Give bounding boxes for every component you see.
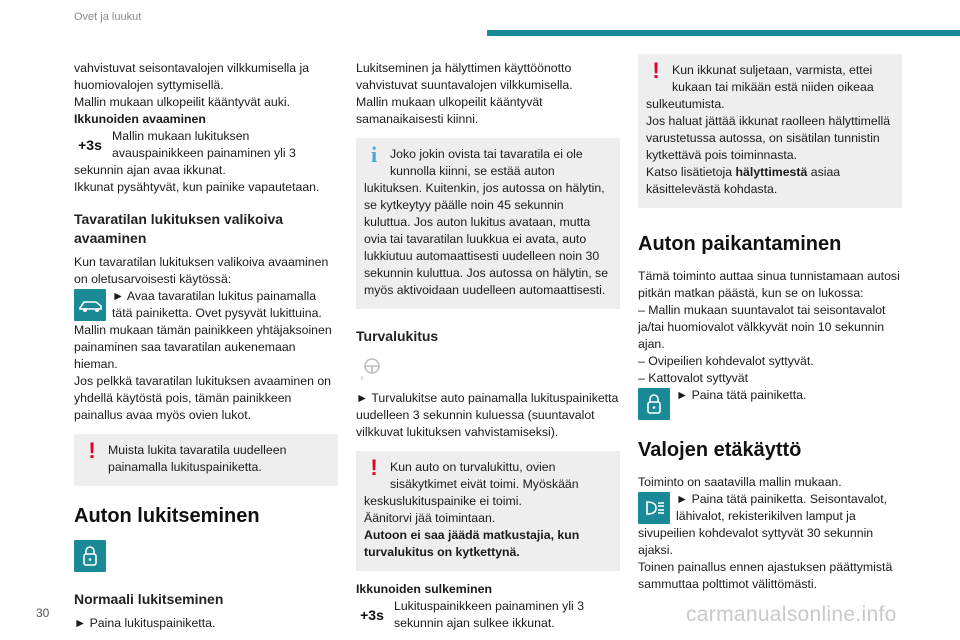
column-3: [638, 60, 902, 593]
paragraph: ► Paina tätä painiketta. Seisontavalot, lähivalot, rekisterikilven lamput ja sivupeilien kohdevalot syttyvät 30 sekunnin ajaksi.: [638, 492, 888, 557]
warning-text: Jos haluat jättää ikkunat raolleen hälyttimellä varustetussa autossa, on sisätilan tunnistin kytkettävä pois toiminnasta.: [646, 114, 891, 162]
paragraph: Mallin mukaan ulkopeilit kääntyvät samanaikaisesti kiinni.: [356, 95, 543, 126]
heading-locate-vehicle: Auton paikantaminen: [638, 233, 842, 255]
paragraph: vahvistuvat seisontavalojen vilkkumisella ja huomiovalojen syttymisellä.: [74, 61, 310, 92]
column-2: [356, 60, 620, 632]
paragraph: ► Avaa tavaratilan lukitus painamalla tätä painiketta. Ovet pysyvät lukittuina.: [112, 289, 322, 320]
subheading-close-windows: Ikkunoiden sulkeminen: [356, 582, 492, 596]
trunk-icon: [74, 289, 106, 321]
open-windows-row: [74, 128, 338, 179]
paragraph: Ikkunat pysähtyvät, kun painike vapautetaan.: [74, 180, 320, 194]
paragraph: Toiminto on saatavilla mallin mukaan.: [638, 475, 842, 489]
list-item: – Mallin mukaan suuntavalot tai seisontavalot ja/tai huomiovalot välkkyvät noin 10 sekunnin ajan.: [638, 303, 886, 351]
secure-lock-icon: [356, 352, 388, 384]
subheading-open-windows: Ikkunoiden avaaminen: [74, 112, 206, 126]
heading-deadlocking: Turvalukitus: [356, 328, 439, 344]
list-item: – Kattovalot syttyvät: [638, 371, 749, 385]
heading-locking: Auton lukitseminen: [74, 505, 260, 527]
warning-text: Muista lukita tavaratila uudelleen painamalla lukituspainiketta.: [108, 443, 287, 474]
locate-row: [638, 387, 902, 420]
warning-note: [356, 451, 620, 571]
warning-text: Äänitorvi jää toimintaan.: [364, 511, 496, 525]
lock-icon: [74, 540, 106, 572]
close-windows-row: [356, 598, 620, 632]
heading-normal-locking: Normaali lukitseminen: [74, 591, 224, 607]
trunk-row: [74, 288, 338, 322]
paragraph: Toinen painallus ennen ajastuksen päättymistä sammuttaa polttimot välittömästi.: [638, 560, 893, 591]
paragraph: Lukitseminen ja hälyttimen käyttöönotto vahvistuvat suuntavalojen vilkkumisella.: [356, 61, 573, 92]
list-item: – Ovipeilien kohdevalot syttyvät.: [638, 354, 814, 368]
headlight-icon: [638, 492, 670, 524]
warning-note: [74, 434, 338, 486]
watermark: carmanualsonline.info: [686, 603, 897, 626]
paragraph: ► Turvalukitse auto painamalla lukituspainiketta uudelleen 3 sekunnin kuluessa (suuntavalot vilkkuvat lukituksen vahvistamiseksi).: [356, 391, 619, 439]
paragraph: Lukituspainikkeen painaminen yli 3 sekunnin ajan sulkee ikkunat.: [394, 599, 585, 630]
warning-text: Autoon ei saa jäädä matkustajia, kun turvalukitus on kytkettynä.: [364, 528, 580, 559]
warning-text: Kun ikkunat suljetaan, varmista, ettei kukaan tai mikään estä niiden oikeaa sulkeutumista.: [646, 63, 874, 111]
paragraph: Kun tavaratilan lukituksen valikoiva avaaminen on oletusarvoisesti käytössä:: [74, 255, 329, 286]
paragraph: ► Paina tätä painiketta.: [676, 388, 807, 402]
lock-icon: [638, 388, 670, 420]
heading-trunk-selective-unlock: Tavaratilan lukituksen valikoiva avaaminen: [74, 211, 284, 246]
header-accent-bar: [487, 30, 960, 36]
page-number: 30: [36, 606, 50, 620]
column-1: [74, 60, 338, 632]
plus-3s-icon: [74, 129, 106, 161]
info-text: Joko jokin ovista tai tavaratila ei ole kunnolla kiinni, se estää auton lukituksen. Kuitenkin, jos autossa on hälytin, se kytkeytyy päälle noin 45 sekunnin kuluttua. Jos auton lukitus avataan, mutta ovia tai tavaratilan luukkua ei avata, auto lukkiutuu automaattisesti uudelleen noin 30 sekunnin kuluttua. Jos autossa on hälytin, se myös aktivoidaan uudelleen automaattisesti.: [364, 147, 609, 297]
warning-icon: !: [370, 455, 378, 480]
paragraph: Mallin mukaan ulkopeilit kääntyvät auki.: [74, 95, 290, 109]
paragraph: Mallin mukaan lukituksen avauspainikkeen painaminen yli 3 sekunnin ajan avaa ikkunat.: [74, 129, 296, 177]
info-icon: i: [370, 142, 378, 167]
warning-note: [638, 54, 902, 208]
warning-icon: !: [88, 438, 96, 463]
warning-icon: !: [652, 58, 660, 83]
warning-text: Katso lisätietoja hälyttimestä asiaa käsittelevästä kohdasta.: [646, 165, 841, 196]
plus-3s-icon: [356, 599, 388, 631]
paragraph: Mallin mukaan tämän painikkeen yhtäjaksoinen painaminen saa tavaratilan aukenemaan hieman.: [74, 323, 332, 371]
warning-text: Kun auto on turvalukittu, ovien sisäkytkimet eivät toimi. Myöskään keskuslukituspainike ei toimi.: [364, 460, 579, 508]
paragraph: Jos pelkkä tavaratilan lukituksen avaaminen on yhdellä käytöstä pois, tämän painikkeen painallus avaa myös ovien lukot.: [74, 374, 332, 422]
heading-remote-lighting: Valojen etäkäyttö: [638, 439, 802, 461]
info-note: [356, 138, 620, 309]
lights-row: [638, 491, 902, 559]
section-header: Ovet ja luukut: [74, 11, 142, 23]
paragraph: Tämä toiminto auttaa sinua tunnistamaan autosi pitkän matkan päästä, kun se on lukossa:: [638, 269, 900, 300]
paragraph: ► Paina lukituspainiketta.: [74, 616, 216, 630]
svg-text:+3s: +3s: [78, 137, 102, 153]
svg-text:+3s: +3s: [360, 607, 384, 623]
